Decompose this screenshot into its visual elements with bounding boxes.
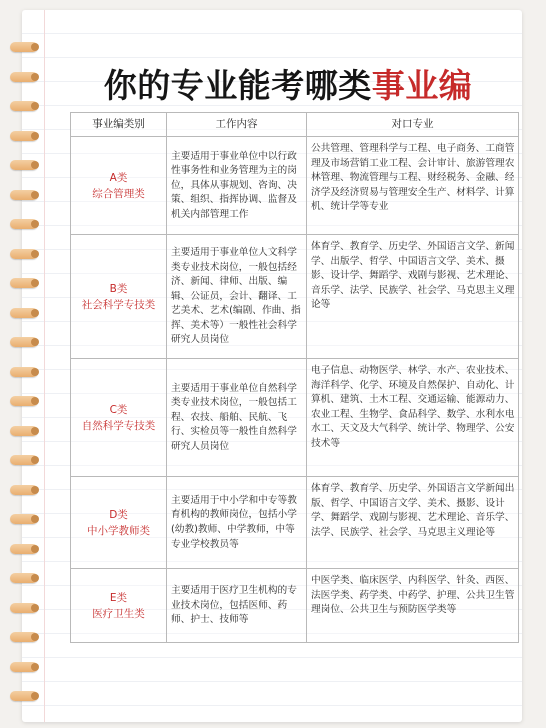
binder-ring (10, 544, 38, 554)
category-name: 社会科学专技类 (81, 298, 156, 311)
binder-ring (10, 101, 38, 111)
table-row (71, 137, 519, 235)
binder-ring (10, 514, 38, 524)
binder-ring (10, 72, 38, 82)
page-title (60, 60, 516, 108)
category-code: D类 (109, 508, 128, 521)
work-cell: 主要适用于事业单位自然科学类专业技术岗位，一般包括工程、农技、船舶、民航、飞行、实检员等一般性自然科学研究人员岗位 (167, 359, 307, 477)
majors-cell: 体育学、教育学、历史学、外国语言文学、新闻学、出版学、哲学、中国语言文学、美术、摄影、设计学、舞蹈学、戏剧与影视、艺术理论、音乐学、法学、民族学、社会学、马克思主义理论等 (307, 235, 519, 359)
table-row (71, 235, 519, 359)
binder-ring (10, 160, 38, 170)
title-highlight: 事业编 (371, 66, 473, 105)
title-main: 你的专业能考哪类 (103, 66, 372, 105)
majors-cell: 公共管理、管理科学与工程、电子商务、工商管理及市场营销工业工程、会计审计、旅游管理农林管理、物流管理与工程、财经税务、金融、经济学及经济贸易与管理安全生产、材料学、计算机、统计学等专业 (307, 137, 519, 235)
binder-ring (10, 573, 38, 583)
binder-rings (0, 0, 60, 728)
header-work: 工作内容 (167, 113, 307, 137)
category-code: C类 (109, 403, 128, 416)
category-name: 医疗卫生类 (92, 607, 145, 620)
table-row (71, 359, 519, 477)
header-category: 事业编类别 (71, 113, 167, 137)
binder-ring (10, 42, 38, 52)
binder-ring (10, 337, 38, 347)
binder-ring (10, 485, 38, 495)
table-header-row (71, 113, 519, 137)
majors-cell: 中医学类、临床医学、内科医学、针灸、西医、法医学类、药学类、中药学、护理、公共卫生管理岗位、公共卫生与预防医学类等 (307, 569, 519, 643)
work-cell: 主要适用于事业单位中以行政性事务性和业务管理为主的岗位，具体从事规划、咨询、决策、组织、指挥协调、监督及机关内部管理工作 (167, 137, 307, 235)
header-majors: 对口专业 (307, 113, 519, 137)
binder-ring (10, 455, 38, 465)
binder-ring (10, 131, 38, 141)
binder-ring (10, 632, 38, 642)
table-row (71, 477, 519, 569)
work-cell: 主要适用于事业单位人文科学类专业技术岗位，一般包括经济、新闻、律师、出版、编辑、公证员，会计、翻译、工艺美术、艺术(编剧、作曲、指挥、美术等）一般性社会科学研究人员岗位 (167, 235, 307, 359)
category-table (70, 112, 519, 643)
binder-ring (10, 603, 38, 613)
category-code: A类 (109, 171, 128, 184)
category-cell (71, 235, 167, 359)
category-cell (71, 137, 167, 235)
table-row (71, 569, 519, 643)
work-cell: 主要适用于中小学和中专等教育机构的教师岗位，包括小学(幼教)教师、中学教师，中等专业学校教员等 (167, 477, 307, 569)
binder-ring (10, 278, 38, 288)
binder-ring (10, 426, 38, 436)
category-code: B类 (109, 282, 128, 295)
majors-cell: 电子信息、动物医学、林学、水产、农业技术、海洋科学、化学、环境及自然保护、自动化、计算机、建筑、土木工程、交通运输、能源动力、农业工程、生物学、食品科学、数学、水利水电水工、天文及大气科学、统计学、物理学、公安技术等 (307, 359, 519, 477)
binder-ring (10, 691, 38, 701)
binder-ring (10, 662, 38, 672)
binder-ring (10, 249, 38, 259)
majors-cell: 体育学、教育学、历史学、外国语言文学新闻出版、哲学、中国语言文学、美术、摄影、设计学、舞蹈学、戏剧与影视、艺术理论、音乐学、法学、民族学、社会学、马克思主义理论等 (307, 477, 519, 569)
binder-ring (10, 396, 38, 406)
binder-ring (10, 308, 38, 318)
work-cell: 主要适用于医疗卫生机构的专业技术岗位，包括医师、药师、护士、技师等 (167, 569, 307, 643)
category-name: 综合管理类 (92, 187, 145, 200)
category-cell (71, 359, 167, 477)
binder-ring (10, 219, 38, 229)
category-code: E类 (109, 591, 128, 604)
category-cell (71, 477, 167, 569)
category-name: 中小学教师类 (87, 524, 150, 537)
category-cell (71, 569, 167, 643)
category-name: 自然科学专技类 (81, 419, 156, 432)
binder-ring (10, 190, 38, 200)
binder-ring (10, 367, 38, 377)
